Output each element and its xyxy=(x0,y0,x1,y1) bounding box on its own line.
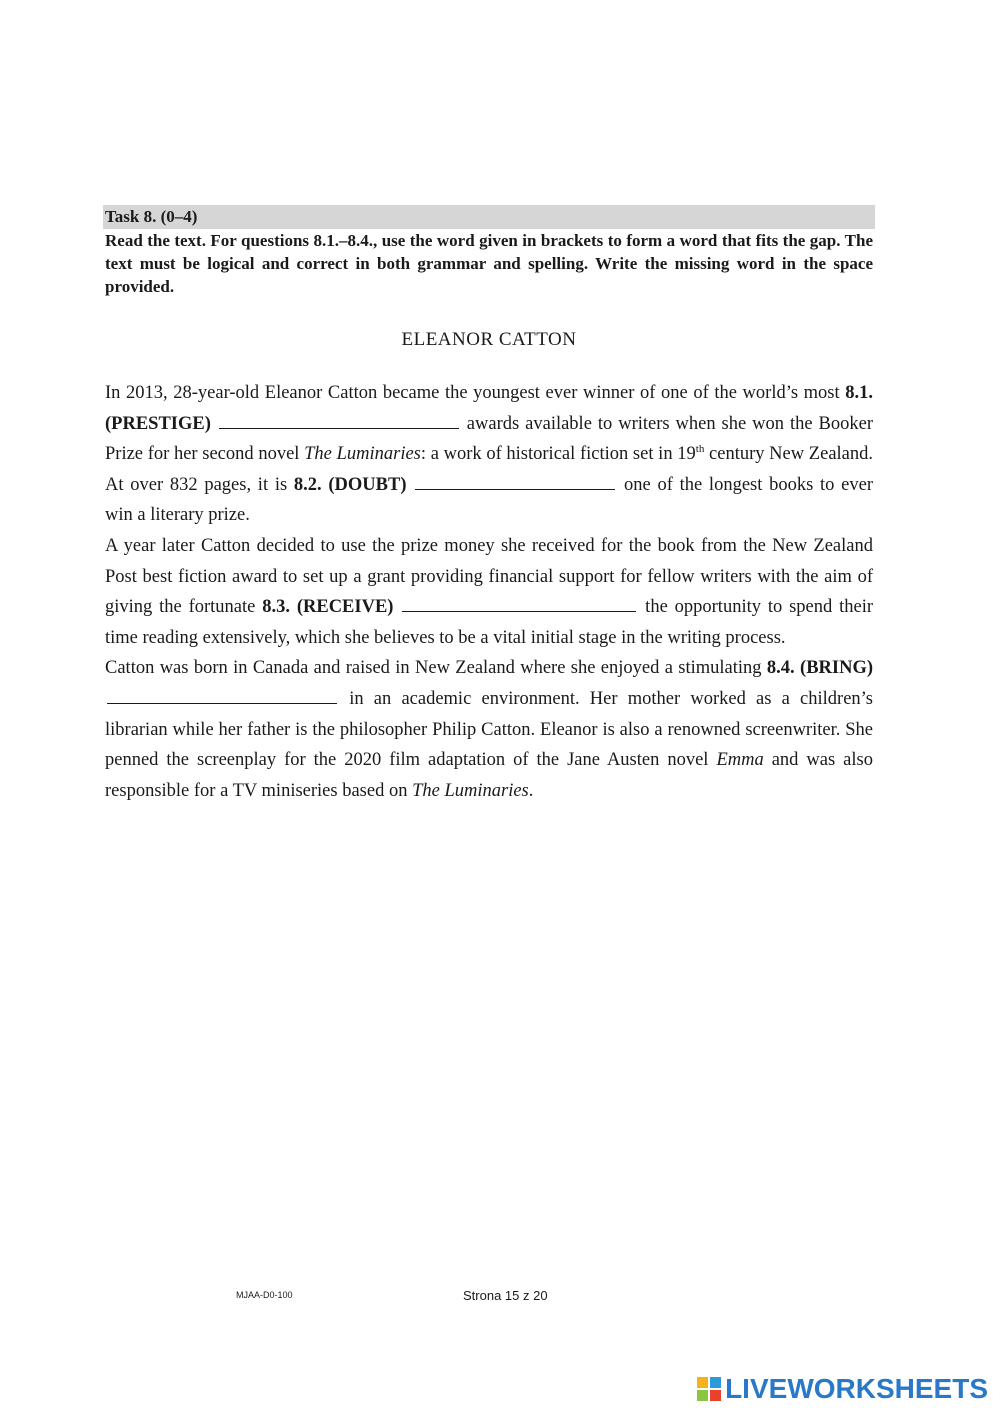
paragraph-1 xyxy=(105,378,873,531)
article-body xyxy=(105,378,873,806)
text-segment: and was also responsible for a TV miniseries based on xyxy=(105,750,873,801)
question-8-3-label: 8.3. (RECEIVE) xyxy=(262,597,394,618)
book-title: The Luminaries xyxy=(304,444,421,465)
answer-gap-8-2[interactable] xyxy=(415,471,615,490)
task-instructions: Read the text. For questions 8.1.–8.4., use the word given in brackets to form a word that fits the gap. The text must be logical and correct in both grammar and spelling. Write the missing word in the space provided. xyxy=(105,231,873,296)
book-title: The Luminaries xyxy=(412,780,529,801)
answer-gap-8-4[interactable] xyxy=(107,685,337,704)
text-segment: Catton was born in Canada and raised in New Zealand where she enjoyed a stimulating xyxy=(105,658,767,679)
paragraph-2 xyxy=(105,531,873,653)
superscript: th xyxy=(695,443,705,456)
question-8-1-label: 8.1. (PRESTIGE) xyxy=(105,383,873,434)
logo-text: LIVEWORKSHEETS xyxy=(725,1373,988,1404)
logo-icon xyxy=(697,1377,721,1401)
logo-square xyxy=(697,1390,708,1401)
text-segment: In 2013, 28-year-old Eleanor Catton became the youngest ever winner of one of the world’s most xyxy=(105,383,846,403)
text-segment: . xyxy=(528,780,534,801)
question-8-2-label: 8.2. (DOUBT) xyxy=(293,474,407,495)
text-segment: : a work of historical fiction set in 19 xyxy=(420,444,696,465)
paragraph-3 xyxy=(105,653,873,806)
document-code: MJAA-D0-100 xyxy=(236,1290,293,1300)
text-segment: the opportunity to spend their time reading extensively, which she believes to be a vital initial stage in the writing process. xyxy=(105,597,874,648)
liveworksheets-logo[interactable] xyxy=(697,1374,988,1404)
text-segment: in an academic environment. Her mother worked as a children’s librarian while her father is the philosopher Philip Catton. Eleanor is also a renowned screenwriter. She penned the screenplay for the 2020 film adaptation of the Jane Austen novel xyxy=(105,688,873,771)
article-title: ELEANOR CATTON xyxy=(401,329,577,350)
logo-square xyxy=(710,1377,721,1388)
answer-gap-8-3[interactable] xyxy=(402,593,636,612)
text-segment: one of the longest books to ever win a literary prize. xyxy=(105,474,873,526)
text-segment: awards available to writers when she won the Booker Prize for her second novel xyxy=(105,413,873,465)
question-8-4-label: 8.4. (BRING) xyxy=(766,658,874,679)
text-segment: century New Zealand. At over 832 pages, it is xyxy=(105,444,874,495)
logo-square xyxy=(697,1377,708,1388)
task-header: Task 8. (0–4) xyxy=(103,205,875,229)
book-title: Emma xyxy=(716,750,764,771)
page-number: Strona 15 z 20 xyxy=(463,1288,548,1303)
logo-square xyxy=(710,1390,721,1401)
answer-gap-8-1[interactable] xyxy=(219,410,459,429)
text-segment: A year later Catton decided to use the prize money she received for the book from the New Zealand Post best fiction award to set up a grant providing financial support for fellow writers with the aim of giving the fortunate xyxy=(105,535,873,618)
